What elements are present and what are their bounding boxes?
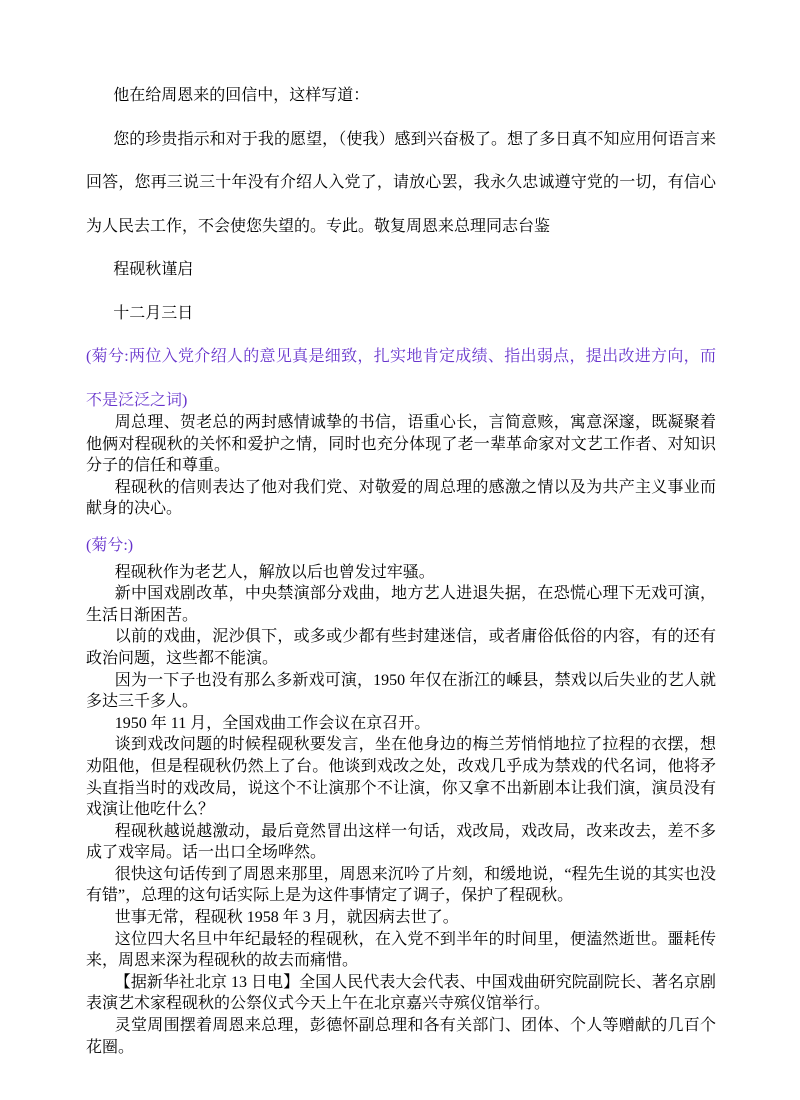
story-paragraph: 谈到戏改问题的时候程砚秋要发言，坐在他身边的梅兰芳悄悄地拉了拉程的衣摆，想劝阻他，但是程砚秋仍然上了台。他谈到戏改之处，改戏几乎成为禁戏的代名词，他将矛头直指当时的戏改局，说这个不让演那个不让演，你又拿不出新剧本让我们演，演员没有戏演让他吃什么？	[86, 736, 716, 819]
intro-line: 他在给周恩来的回信中，这样写道：	[113, 87, 370, 104]
story-paragraph: 世事无常，程砚秋 1958 年 3 月，就因病去世了。	[114, 909, 459, 927]
story-paragraph: 新中国戏剧改革，中央禁演部分戏曲，地方艺人进退失据，在恐慌心理下无戏可演，生活日渐困苦。	[86, 585, 716, 624]
story-paragraph: 程砚秋越说越激动，最后竟然冒出这样一句话，戏改局，戏改局，改来改去，差不多成了戏宰局。话一出口全场哗然。	[86, 822, 716, 862]
story-paragraph: 这位四大名旦中年纪最轻的程砚秋，在入党不到半年的时间里，便溘然逝世。噩耗传来，周恩来深为程砚秋的故去而痛惜。	[86, 930, 716, 970]
letter-body: 您的珍贵指示和对于我的愿望，（使我）感到兴奋极了。想了多日真不知应用何语言来回答，您再三说三十年没有介绍人入党了，请放心罢，我永久忠诚遵守党的一切，有信心为人民去工作，不会使您失望的。专此。敬复周恩来总理同志台鉴	[86, 130, 716, 235]
story-paragraph: 以前的戏曲，泥沙俱下，或多或少都有些封建迷信，或者庸俗低俗的内容，有的还有政治问题，这些都不能演。	[86, 628, 716, 667]
commentary-section	[86, 412, 716, 1058]
letter-section	[86, 74, 716, 422]
story-paragraph: 1950 年 11 月，全国戏曲工作会议在京召开。	[114, 714, 431, 732]
commentary-paragraph: 周总理、贺老总的两封感情诚挚的书信，语重心长，言简意赅，寓意深邃，既凝聚着他俩对程砚秋的关怀和爱护之情，同时也充分体现了老一辈革命家对文艺工作者、对知识分子的信任和尊重。	[86, 414, 716, 475]
letter-date: 十二月三日	[113, 304, 194, 322]
story-paragraph: 灵堂周围摆着周恩来总理，彭德怀副总理和各有关部门、团体、个人等赠献的几百个花圈。	[86, 1017, 716, 1056]
annotation-marker: (菊兮:)	[86, 536, 134, 554]
story-paragraph: 因为一下子也没有那么多新戏可演，1950 年仅在浙江的嵊县，禁戏以后失业的艺人就多达三千多人。	[86, 671, 716, 711]
annotation-note: (菊兮:两位入党介绍人的意见真是细致，扎实地肯定成绩、指出弱点，提出改进方向，而不是泛泛之词)	[86, 348, 716, 409]
commentary-paragraph: 程砚秋的信则表达了他对我们党、对敬爱的周总理的感激之情以及为共产主义事业而献身的决心。	[86, 478, 716, 518]
story-paragraph: 程砚秋作为老艺人，解放以后也曾发过牢骚。	[114, 563, 435, 581]
letter-signature: 程砚秋谨启	[113, 261, 194, 278]
story-paragraph: 【据新华社北京 13 日电】全国人民代表大会代表、中国戏曲研究院副院长、著名京剧表演艺术家程砚秋的公祭仪式今天上午在北京嘉兴寺殡仪馆举行。	[86, 973, 716, 1013]
story-paragraph: 很快这句话传到了周恩来那里，周恩来沉吟了片刻，和缓地说，“程先生说的其实也没有错”，总理的这句话实际上是为这件事情定了调子，保护了程砚秋。	[86, 865, 716, 905]
